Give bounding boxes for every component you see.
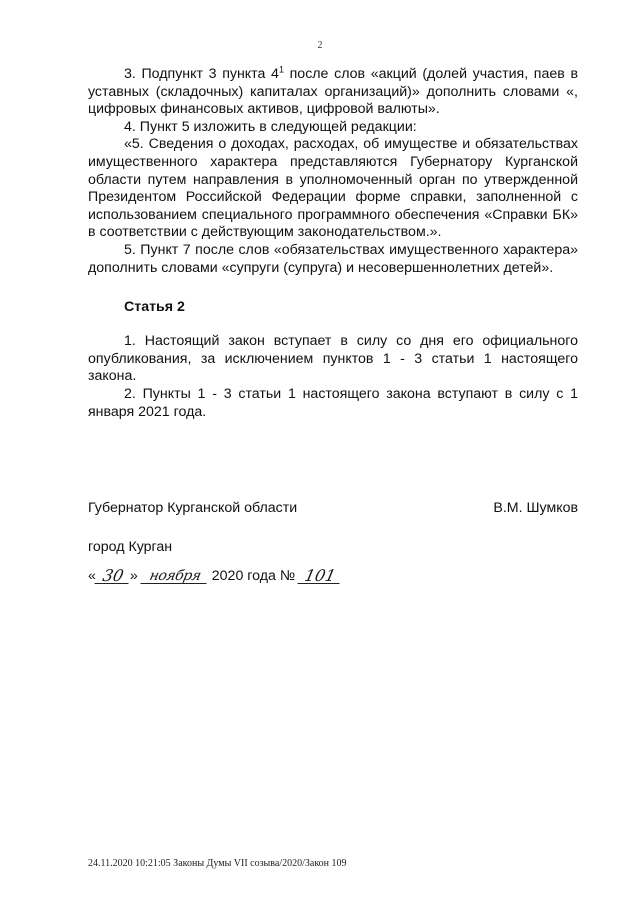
city: город Курган [88,539,173,555]
date-close-quote: » [129,568,138,584]
document-body [88,66,578,421]
signatory-position: Губернатор Курганской области [88,500,298,516]
paragraph-4: 4. Пункт 5 изложить в следующей редакции: [124,118,417,135]
paragraph-4-new-text: «5. Сведения о доходах, расходах, об имуществе и обязательствах имущественного характера представляются Губернатору Курганской области путем направления в уполномоченный орган по утвержденной Президентом Российской Федерации форме справки, заполненной с использованием специального программного обеспечения «Справки БК» в соответствии с действующим законодательством.». [88,136,578,241]
signatory-name: В.М. Шумков [493,500,578,516]
handwritten-day: 30 [94,569,131,584]
article-2-paragraph-2: 2. Пункты 1 - 3 статьи 1 настоящего закона вступают в силу с 1 января 2021 года. [88,385,578,420]
date-open-quote: « [88,568,96,584]
date-year-text: 2020 года № [211,568,296,584]
handwritten-law-number: 101 [297,569,342,584]
page-number: 2 [317,40,323,51]
paragraph-5: 5. Пункт 7 после слов «обязательствах имущественного характера» дополнить словами «супруги (супруга) и несовершеннолетних детей». [88,241,578,276]
signature-block [88,500,578,516]
date-line [88,568,341,584]
document-footer: 24.11.2020 10:21:05 Законы Думы VII созыва/2020/Закон 109 [88,858,347,869]
paragraph-3: 3. Подпункт 3 пункта $4^1$ после слов «акций (долей участия, паев в уставных (складочных) капиталах организаций)» дополнить словами «, цифровых финансовых активов, цифровой валюты». [88,64,578,118]
article-2-paragraph-1: 1. Настоящий закон вступает в силу со дня его официального опубликования, за исключением пунктов 1 - 3 статьи 1 настоящего закона. [88,333,578,385]
article-2-title: Статья 2 [124,299,185,316]
handwritten-month: ноября [140,569,209,584]
